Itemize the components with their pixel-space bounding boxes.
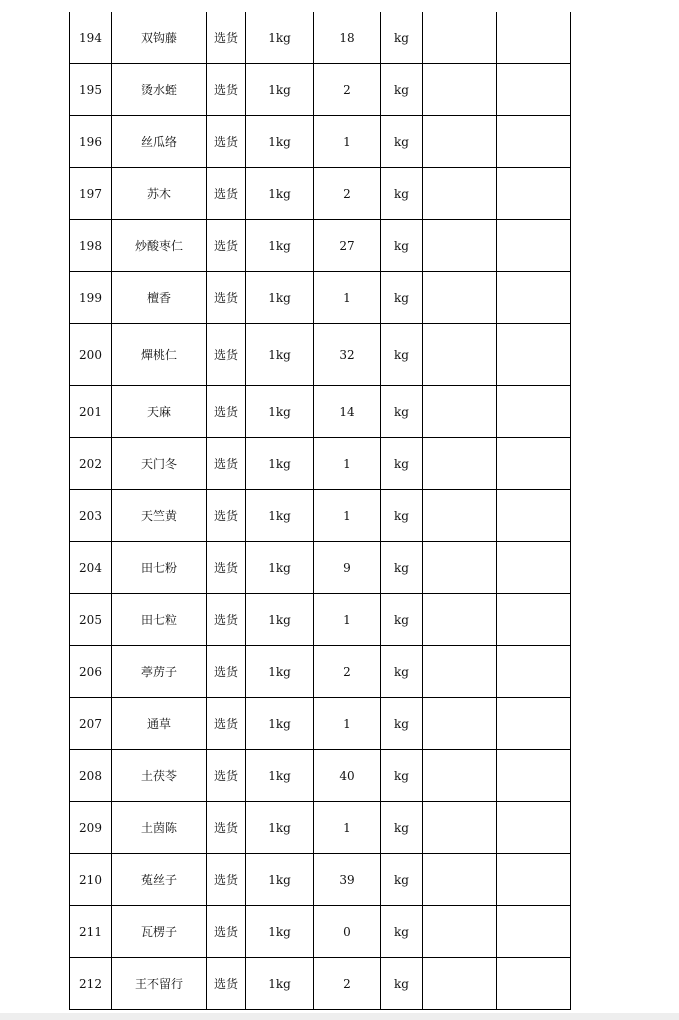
empty-cell xyxy=(423,324,497,386)
item-grade: 选货 xyxy=(207,116,246,168)
empty-cell xyxy=(423,698,497,750)
empty-cell xyxy=(423,750,497,802)
item-quantity: 1 xyxy=(314,438,381,490)
table-row xyxy=(70,324,571,386)
item-unit: kg xyxy=(381,958,423,1010)
item-quantity: 14 xyxy=(314,386,381,438)
item-spec: 1kg xyxy=(246,272,314,324)
item-grade: 选货 xyxy=(207,490,246,542)
row-number: 208 xyxy=(70,750,112,802)
item-spec: 1kg xyxy=(246,906,314,958)
item-grade: 选货 xyxy=(207,438,246,490)
item-name: 天门冬 xyxy=(112,438,207,490)
row-number: 205 xyxy=(70,594,112,646)
empty-cell xyxy=(497,802,571,854)
item-unit: kg xyxy=(381,12,423,64)
table-row xyxy=(70,958,571,1010)
item-spec: 1kg xyxy=(246,750,314,802)
item-quantity: 1 xyxy=(314,594,381,646)
item-unit: kg xyxy=(381,542,423,594)
table-row xyxy=(70,220,571,272)
empty-cell xyxy=(423,116,497,168)
item-unit: kg xyxy=(381,386,423,438)
item-unit: kg xyxy=(381,906,423,958)
empty-cell xyxy=(497,854,571,906)
item-spec: 1kg xyxy=(246,324,314,386)
row-number: 201 xyxy=(70,386,112,438)
item-name: 苏木 xyxy=(112,168,207,220)
item-grade: 选货 xyxy=(207,324,246,386)
item-grade: 选货 xyxy=(207,958,246,1010)
item-name: 双钩藤 xyxy=(112,12,207,64)
row-number: 200 xyxy=(70,324,112,386)
table-row xyxy=(70,646,571,698)
item-quantity: 1 xyxy=(314,698,381,750)
table-row xyxy=(70,750,571,802)
item-name: 燀桃仁 xyxy=(112,324,207,386)
item-quantity: 32 xyxy=(314,324,381,386)
empty-cell xyxy=(423,168,497,220)
item-spec: 1kg xyxy=(246,958,314,1010)
empty-cell xyxy=(497,438,571,490)
item-unit: kg xyxy=(381,594,423,646)
empty-cell xyxy=(497,272,571,324)
empty-cell xyxy=(423,272,497,324)
empty-cell xyxy=(423,646,497,698)
item-spec: 1kg xyxy=(246,168,314,220)
item-spec: 1kg xyxy=(246,542,314,594)
empty-cell xyxy=(497,906,571,958)
row-number: 209 xyxy=(70,802,112,854)
item-name: 土茵陈 xyxy=(112,802,207,854)
item-unit: kg xyxy=(381,854,423,906)
item-grade: 选货 xyxy=(207,646,246,698)
item-spec: 1kg xyxy=(246,438,314,490)
table-row xyxy=(70,802,571,854)
empty-cell xyxy=(497,168,571,220)
item-grade: 选货 xyxy=(207,594,246,646)
item-spec: 1kg xyxy=(246,698,314,750)
item-grade: 选货 xyxy=(207,64,246,116)
empty-cell xyxy=(423,802,497,854)
empty-cell xyxy=(423,12,497,64)
item-spec: 1kg xyxy=(246,12,314,64)
empty-cell xyxy=(497,386,571,438)
empty-cell xyxy=(423,386,497,438)
item-quantity: 2 xyxy=(314,168,381,220)
row-number: 198 xyxy=(70,220,112,272)
empty-cell xyxy=(497,958,571,1010)
item-unit: kg xyxy=(381,490,423,542)
item-grade: 选货 xyxy=(207,802,246,854)
empty-cell xyxy=(423,220,497,272)
item-quantity: 9 xyxy=(314,542,381,594)
item-quantity: 1 xyxy=(314,272,381,324)
empty-cell xyxy=(497,12,571,64)
table-row xyxy=(70,594,571,646)
item-spec: 1kg xyxy=(246,802,314,854)
row-number: 199 xyxy=(70,272,112,324)
item-grade: 选货 xyxy=(207,854,246,906)
item-unit: kg xyxy=(381,220,423,272)
empty-cell xyxy=(497,698,571,750)
item-name: 丝瓜络 xyxy=(112,116,207,168)
row-number: 212 xyxy=(70,958,112,1010)
row-number: 211 xyxy=(70,906,112,958)
empty-cell xyxy=(497,220,571,272)
item-spec: 1kg xyxy=(246,594,314,646)
item-spec: 1kg xyxy=(246,220,314,272)
item-name: 天麻 xyxy=(112,386,207,438)
row-number: 207 xyxy=(70,698,112,750)
empty-cell xyxy=(423,64,497,116)
item-grade: 选货 xyxy=(207,906,246,958)
item-grade: 选货 xyxy=(207,12,246,64)
empty-cell xyxy=(497,646,571,698)
empty-cell xyxy=(423,958,497,1010)
table-row xyxy=(70,386,571,438)
empty-cell xyxy=(423,438,497,490)
item-quantity: 2 xyxy=(314,958,381,1010)
item-quantity: 2 xyxy=(314,646,381,698)
item-grade: 选货 xyxy=(207,386,246,438)
item-spec: 1kg xyxy=(246,64,314,116)
empty-cell xyxy=(423,854,497,906)
item-name: 田七粒 xyxy=(112,594,207,646)
empty-cell xyxy=(497,64,571,116)
item-quantity: 18 xyxy=(314,12,381,64)
row-number: 194 xyxy=(70,12,112,64)
table-row xyxy=(70,64,571,116)
item-name: 通草 xyxy=(112,698,207,750)
item-unit: kg xyxy=(381,802,423,854)
empty-cell xyxy=(497,750,571,802)
table-row xyxy=(70,438,571,490)
inventory-table xyxy=(69,12,571,1010)
item-name: 土茯苓 xyxy=(112,750,207,802)
row-number: 210 xyxy=(70,854,112,906)
empty-cell xyxy=(497,542,571,594)
item-quantity: 39 xyxy=(314,854,381,906)
table-row xyxy=(70,490,571,542)
item-quantity: 1 xyxy=(314,116,381,168)
empty-cell xyxy=(423,906,497,958)
item-grade: 选货 xyxy=(207,168,246,220)
row-number: 204 xyxy=(70,542,112,594)
item-grade: 选货 xyxy=(207,272,246,324)
empty-cell xyxy=(497,324,571,386)
item-quantity: 0 xyxy=(314,906,381,958)
item-name: 葶苈子 xyxy=(112,646,207,698)
inventory-table-body xyxy=(70,12,571,1010)
table-row xyxy=(70,116,571,168)
item-name: 王不留行 xyxy=(112,958,207,1010)
item-quantity: 40 xyxy=(314,750,381,802)
item-quantity: 27 xyxy=(314,220,381,272)
empty-cell xyxy=(423,542,497,594)
item-quantity: 1 xyxy=(314,802,381,854)
item-name: 烫水蛭 xyxy=(112,64,207,116)
empty-cell xyxy=(423,490,497,542)
item-name: 檀香 xyxy=(112,272,207,324)
page-bottom-edge xyxy=(0,1013,679,1020)
item-name: 菟丝子 xyxy=(112,854,207,906)
row-number: 196 xyxy=(70,116,112,168)
item-unit: kg xyxy=(381,168,423,220)
item-name: 天竺黄 xyxy=(112,490,207,542)
item-unit: kg xyxy=(381,324,423,386)
row-number: 197 xyxy=(70,168,112,220)
item-unit: kg xyxy=(381,272,423,324)
item-spec: 1kg xyxy=(246,854,314,906)
item-unit: kg xyxy=(381,698,423,750)
table-row xyxy=(70,698,571,750)
item-name: 瓦楞子 xyxy=(112,906,207,958)
row-number: 203 xyxy=(70,490,112,542)
item-grade: 选货 xyxy=(207,542,246,594)
item-grade: 选货 xyxy=(207,750,246,802)
item-quantity: 2 xyxy=(314,64,381,116)
table-row xyxy=(70,272,571,324)
empty-cell xyxy=(423,594,497,646)
empty-cell xyxy=(497,594,571,646)
item-unit: kg xyxy=(381,64,423,116)
table-row xyxy=(70,854,571,906)
item-unit: kg xyxy=(381,116,423,168)
row-number: 202 xyxy=(70,438,112,490)
item-unit: kg xyxy=(381,646,423,698)
item-spec: 1kg xyxy=(246,386,314,438)
empty-cell xyxy=(497,116,571,168)
item-unit: kg xyxy=(381,438,423,490)
item-spec: 1kg xyxy=(246,646,314,698)
item-quantity: 1 xyxy=(314,490,381,542)
row-number: 206 xyxy=(70,646,112,698)
empty-cell xyxy=(497,490,571,542)
item-spec: 1kg xyxy=(246,490,314,542)
item-name: 田七粉 xyxy=(112,542,207,594)
item-grade: 选货 xyxy=(207,698,246,750)
item-name: 炒酸枣仁 xyxy=(112,220,207,272)
item-grade: 选货 xyxy=(207,220,246,272)
item-spec: 1kg xyxy=(246,116,314,168)
table-row xyxy=(70,12,571,64)
table-row xyxy=(70,542,571,594)
table-row xyxy=(70,168,571,220)
item-unit: kg xyxy=(381,750,423,802)
row-number: 195 xyxy=(70,64,112,116)
table-row xyxy=(70,906,571,958)
